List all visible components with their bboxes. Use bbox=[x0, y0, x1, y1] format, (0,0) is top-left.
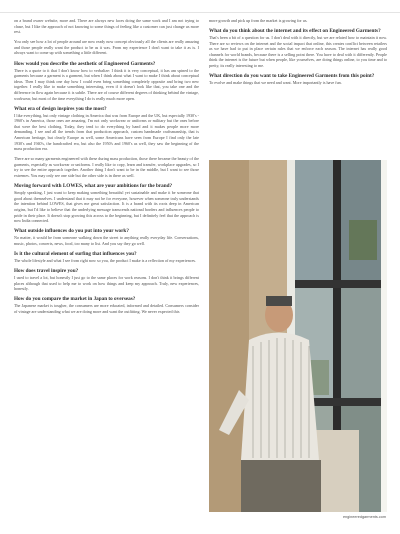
right-column bbox=[209, 18, 387, 90]
answer-paragraph: That's been a bit of a question for us. I don't deal with it directly, but we are related how to maintain it now. There are so reviews on the internet and the social impact that online, this creates conflict between retailers as we have had to put in place certain rules that we enforce each season. The internet has really good channels for world brands, because there is a selling point there. You have to deal with it differently. People think the internet is the future but when people, like yourselves, are doing things online, to you time and to pretty, its really interesting to me. bbox=[209, 35, 387, 69]
answer-paragraph: Simply speaking, I just want to keep making something beautiful yet sustainable and make it be someone that good about themselves. I understand that it may not be for everyone, however when someone truly understands the intention behind LOWES, that gives me great satisfaction. It is a brand with its roots deep in American origins, but I'd like to believe that the underlying message transcends national borders and influences people to pride in their place. It doesn't stop growing this across to the beginning, but I definitely feel that the approach is now India connected. bbox=[14, 190, 199, 224]
portrait-photo bbox=[209, 160, 387, 512]
top-rule bbox=[0, 12, 400, 13]
answer-paragraph: You only see how a lot of people around are now ready now concept obviously all the clients are really amazing and those people really want the product to be as it was. From my experience I don't want to take it as is. I always want to come up with something a little different. bbox=[14, 39, 199, 56]
question-heading: Moving forward with LOWES, what are your ambitions for the brand? bbox=[14, 183, 173, 190]
answer-paragraph: To evolve and make things that we need and want. More importantly is have fun. bbox=[209, 80, 342, 86]
question-heading: How does travel inspire you? bbox=[14, 268, 79, 274]
question-heading: How would you describe the aesthetic of Engineered Garments? bbox=[14, 60, 156, 67]
answer-paragraph: There is a quote to it that I don't know how to verbalize: I think it is very conceptual, it has am spined to the garments because a garment is a garment, but when I think about what I want to make I think about conceptual ideas. Then I may think one day how I could even bring something completely opposite and bring two new together. I really like to make something interesting, even if it doesn't look like that, you take one and the difference in flow again because it is subtle. There are of course different degrees of thinking behind the vintage, workwear, but most of the time everything I do is really much more open. bbox=[14, 67, 199, 101]
question-heading: What direction do you want to take Engineered Garments from this point? bbox=[209, 73, 375, 80]
question-heading: What era of design inspires you the most? bbox=[14, 105, 107, 112]
question-heading: How do you compare the market in Japan to overseas? bbox=[14, 296, 136, 303]
answer-paragraph: I like everything, but only vintage clothing in America that was from Europe and the UK, but especially 1930's - 1960's in America, those ones are amazing. I'm not only workwear or uniforms or military but the ones before that were the best clothing. Today, they tend to do everything by hand and it makes people more more demanding. I see and all the trends from that production approach, custom handmade craftsmanship, that is American heritage, but clearly Europe as well, some Americans have seen from Europe I find only the late 1930's and 1940's, the handcrafted era, but also the 1950's and 1960's as well, they saw the beginning of the mass production era. bbox=[14, 112, 199, 152]
answer-paragraph: The whole lifestyle and what I see from right now so you, the product I make is a reflection of my experiences. bbox=[14, 257, 196, 263]
website-caption: engineeredgarments.com bbox=[342, 515, 386, 519]
answer-paragraph: The Japanese market is tougher, the consumers are more educated, informed and detailed. Consumers consider of vintage are understanding what we are doing more and want the outfitting. We never expected this bbox=[14, 303, 199, 314]
question-heading: What outside influences do you put into your work? bbox=[14, 228, 129, 235]
answer-paragraph: There are so many garments engineered with these during mass production, those there became the beauty of the garments, especially as workwear or uniforms. I really like to copy, learn and transfer, workplace upgrades, so I try to see the entire approach together. Another thing I don't want to be in the middle, but I want to see those extremes. You may only see one side but the other side is in there as well. bbox=[14, 156, 199, 179]
question-heading: Is it the cultural element of surfing that influences you? bbox=[14, 250, 137, 257]
answer-paragraph: more growth and pick up from the market is growing for us. bbox=[209, 18, 308, 23]
answer-paragraph: I used to travel a lot, but honestly I just go to the same places for work reasons. I don't think it brings different places although that used to help me to work on how things and keep my approach. Truly, new experiences, honestly. bbox=[14, 275, 199, 292]
answer-paragraph: No matter, it would be from someone walking down the street to anything really everyday life. Conversations, music, photos, concerts, news, food, too many to list. And you say they go well. bbox=[14, 235, 199, 246]
left-column bbox=[14, 18, 199, 319]
question-heading: What do you think about the internet and its effect on Engineered Garments? bbox=[209, 28, 381, 35]
answer-paragraph: on a brand owner website, more and. There are always new faces doing the same work and I am not trying to chase, but I like the approach of not knowing to some things of feeling like a customer can just change us more rest. bbox=[14, 18, 199, 35]
